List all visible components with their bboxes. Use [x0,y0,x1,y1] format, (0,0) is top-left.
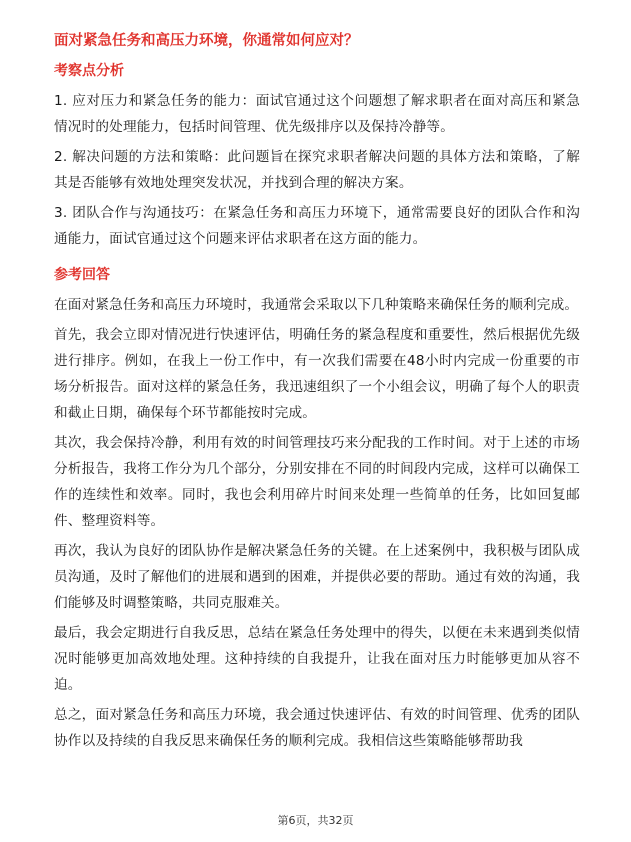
answer-paragraph: 再次，我认为良好的团队协作是解决紧急任务的关键。在上述案例中，我积极与团队成员沟通，及时了解他们的进展和遇到的困难，并提供必要的帮助。通过有效的沟通，我们能够及时调整策略，共同克服难关。 [54,543,580,611]
analysis-point: 3. 团队合作与沟通技巧：在紧急任务和高压力环境下，通常需要良好的团队合作和沟通能力，面试官通过这个问题来评估求职者在这方面的能力。 [54,205,580,247]
answer-paragraph: 总之，面对紧急任务和高压力环境，我会通过快速评估、有效的时间管理、优秀的团队协作以及持续的自我反思来确保任务的顺利完成。我相信这些策略能够帮助我 [54,707,580,749]
analysis-point: 1. 应对压力和紧急任务的能力：面试官通过这个问题想了解求职者在面对高压和紧急情况时的处理能力，包括时间管理、优先级排序以及保持冷静等。 [54,93,580,135]
analysis-heading: 考察点分析 [54,63,124,79]
answer-heading: 参考回答 [54,267,110,283]
document-page [54,30,580,758]
analysis-point: 2. 解决问题的方法和策略：此问题旨在探究求职者解决问题的具体方法和策略，了解其是否能够有效地处理突发状况，并找到合理的解决方案。 [54,149,580,191]
page-number-footer: 第6页，共32页 [277,814,354,827]
answer-paragraph: 首先，我会立即对情况进行快速评估，明确任务的紧急程度和重要性，然后根据优先级进行排序。例如，在我上一份工作中，有一次我们需要在48小时内完成一份重要的市场分析报告。面对这样的紧急任务，我迅速组织了一个小组会议，明确了每个人的职责和截止日期，确保每个环节都能按时完成。 [54,327,580,421]
answer-body [54,292,580,754]
answer-paragraph: 最后，我会定期进行自我反思，总结在紧急任务处理中的得失，以便在未来遇到类似情况时能够更加高效地处理。这种持续的自我提升，让我在面对压力时能够更加从容不迫。 [54,625,580,693]
answer-paragraph: 在面对紧急任务和高压力环境时，我通常会采取以下几种策略来确保任务的顺利完成。 [54,297,579,313]
analysis-points [54,88,580,252]
question-title: 面对紧急任务和高压力环境，你通常如何应对？ [54,33,359,49]
answer-paragraph: 其次，我会保持冷静，利用有效的时间管理技巧来分配我的工作时间。对于上述的市场分析报告，我将工作分为几个部分，分别安排在不同的时间段内完成，这样可以确保工作的连续性和效率。同时，我也会利用碎片时间来处理一些简单的任务，比如回复邮件、整理资料等。 [54,435,580,529]
